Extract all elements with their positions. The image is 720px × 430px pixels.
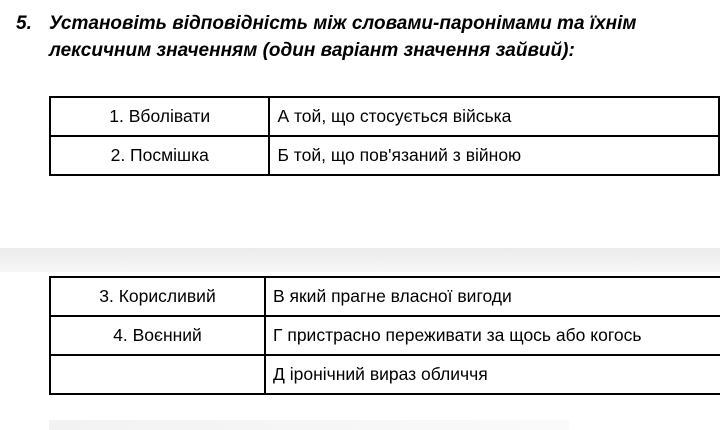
word-cell: 3. Корисливий xyxy=(50,277,265,316)
meaning-cell: А той, що стосується війська xyxy=(269,97,719,136)
meaning-cell: Г пристрасно переживати за щось або когось xyxy=(265,316,720,355)
matching-table-bottom xyxy=(49,276,720,395)
meaning-cell: Д іронічний вираз обличчя xyxy=(265,355,720,394)
meaning-cell: В який прагне власної вигоди xyxy=(265,277,720,316)
matching-table-top xyxy=(49,96,720,176)
table-row xyxy=(50,97,719,136)
page-gap-divider xyxy=(0,248,720,272)
meaning-cell: Б той, що пов'язаний з війною xyxy=(269,136,719,175)
word-cell: 4. Воєнний xyxy=(50,316,265,355)
table-row xyxy=(50,136,719,175)
table-row xyxy=(50,355,720,394)
table-row xyxy=(50,277,720,316)
table-row xyxy=(50,316,720,355)
question-text-line-1: Установіть відповідність між словами-паронімами та їхнім xyxy=(49,13,637,34)
faded-page-edge xyxy=(49,420,569,430)
word-cell xyxy=(50,355,265,394)
word-cell: 2. Посмішка xyxy=(50,136,269,175)
question-text-line-2: лексичним значенням (один варіант значення зайвий): xyxy=(49,40,575,61)
question-number: 5. xyxy=(16,13,32,34)
word-cell: 1. Вболівати xyxy=(50,97,269,136)
